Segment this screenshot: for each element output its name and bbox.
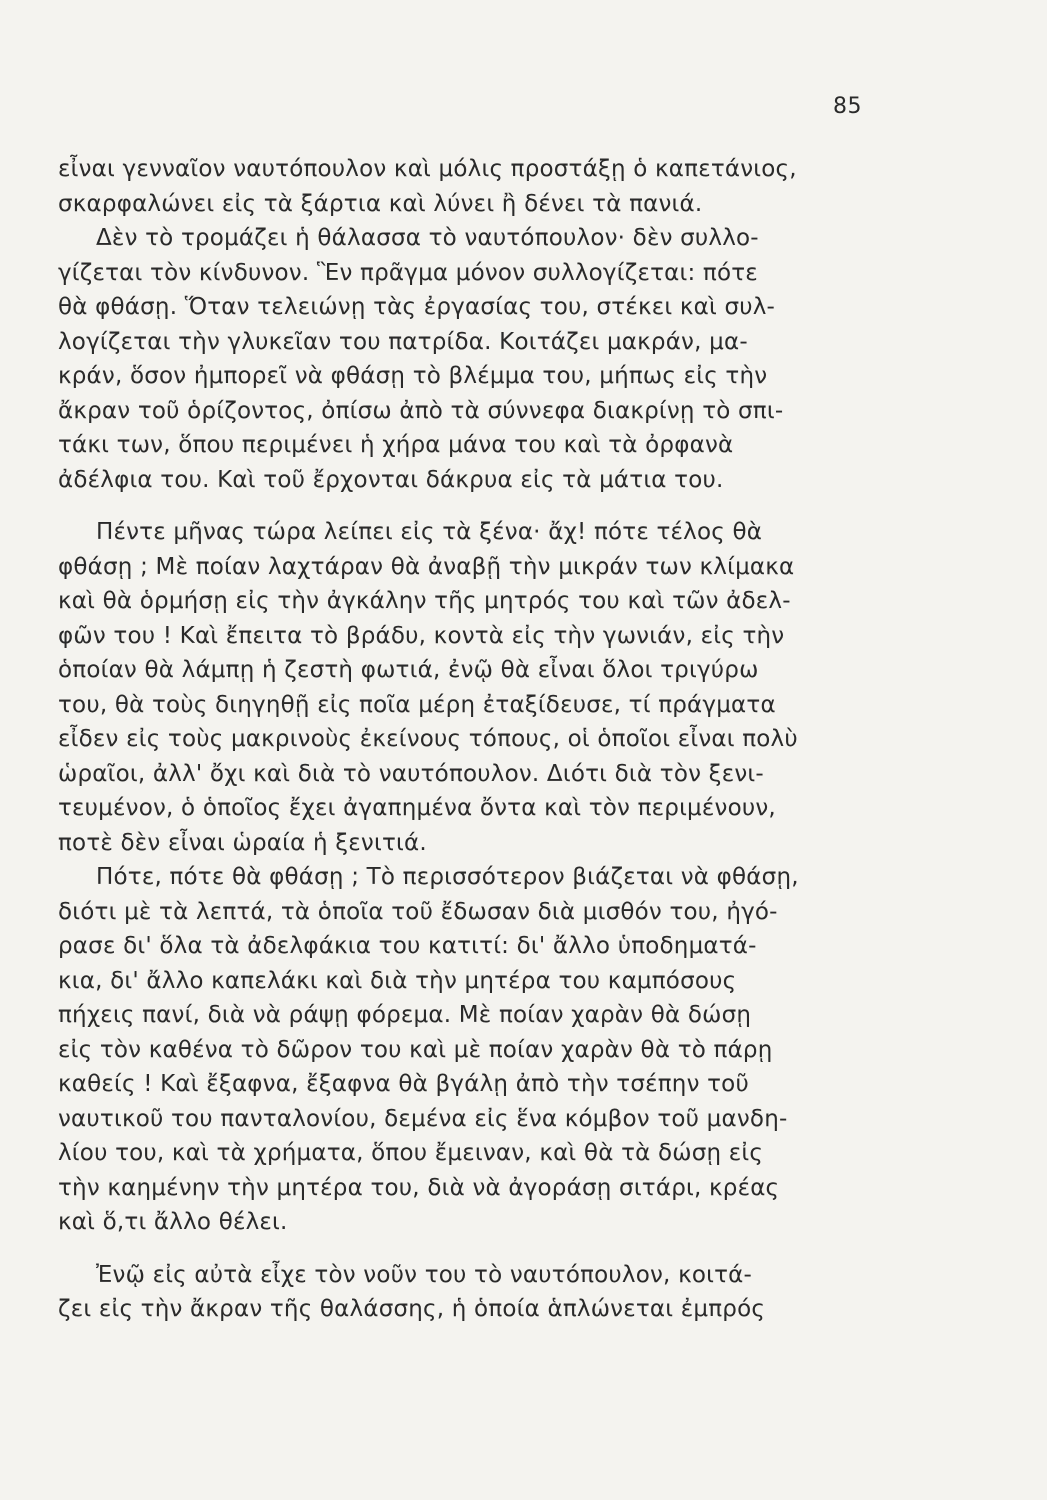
text-line: ὁποίαν θὰ λάμπῃ ἡ ζεστὴ φωτιά, ἐνῷ θὰ εἶναι ὅλοι τριγύρω	[58, 657, 759, 683]
text-line: ζει εἰς τὴν ἄκραν τῆς θαλάσσης, ἡ ὁποία ἁπλώνεται ἐμπρός	[58, 1296, 766, 1322]
text-line: καθείς ! Καὶ ἔξαφνα, ἔξαφνα θὰ βγάλῃ ἀπὸ τὴν τσέπην τοῦ	[58, 1071, 749, 1097]
text-line: λίου του, καὶ τὰ χρήματα, ὅπου ἔμειναν, καὶ θὰ τὰ δώσῃ εἰς	[58, 1140, 764, 1166]
text-line: Δὲν τὸ τρομάζει ἡ θάλασσα τὸ ναυτόπουλον· δὲν συλλο-	[96, 225, 759, 251]
text-line: ἄκραν τοῦ ὁρίζοντος, ὀπίσω ἀπὸ τὰ σύννεφα διακρίνῃ τὸ σπι-	[58, 397, 784, 424]
text-line: γίζεται τὸν κίνδυνον. Ἓν πρᾶγμα μόνον συλλογίζεται: πότε	[58, 259, 758, 286]
text-line: καὶ ὅ,τι ἄλλο θέλει.	[58, 1209, 288, 1235]
text-line: εἶδεν εἰς τοὺς μακρινοὺς ἐκείνους τόπους, οἱ ὁποῖοι εἶναι πολὺ	[58, 726, 798, 752]
text-line: τευμένον, ὁ ὁποῖος ἔχει ἀγαπημένα ὄντα καὶ τὸν περιμένουν,	[58, 795, 776, 821]
text-line: κράν, ὅσον ἠμπορεῖ νὰ φθάσῃ τὸ βλέμμα του, μήπως εἰς τὴν	[58, 363, 768, 389]
text-line: του, θὰ τοὺς διηγηθῇ εἰς ποῖα μέρη ἐταξίδευσε, τί πράγματα	[58, 691, 776, 718]
text-line: τάκι των, ὅπου περιμένει ἡ χήρα μάνα του καὶ τὰ ὀρφανὰ	[58, 432, 734, 458]
text-line: εἶναι γενναῖον ναυτόπουλον καὶ μόλις προστάξῃ ὁ καπετάνιος,	[58, 156, 797, 182]
page-number: 85	[833, 94, 862, 119]
text-line: Ἐνῷ εἰς αὐτὰ εἶχε τὸν νοῦν του τὸ ναυτόπουλον, κοιτά-	[96, 1261, 752, 1288]
text-line: τὴν καημένην τὴν μητέρα του, διὰ νὰ ἀγοράσῃ σιτάρι, κρέας	[58, 1174, 780, 1201]
text-line: φθάσῃ ; Μὲ ποίαν λαχτάραν θὰ ἀναβῇ τὴν μικράν των κλίμακα	[58, 553, 795, 580]
text-line: καὶ θὰ ὁρμήσῃ εἰς τὴν ἀγκάλην τῆς μητρός του καὶ τῶν ἀδελ-	[58, 588, 791, 614]
paragraph-gap	[58, 497, 876, 515]
body-text	[58, 152, 876, 1327]
text-line: σκαρφαλώνει εἰς τὰ ξάρτια καὶ λύνει ἢ δένει τὰ πανιά.	[58, 190, 703, 217]
text-line: λογίζεται τὴν γλυκεῖαν του πατρίδα. Κοιτάζει μακράν, μα-	[58, 328, 748, 355]
text-line: φῶν του ! Καὶ ἔπειτα τὸ βράδυ, κοντὰ εἰς τὴν γωνιάν, εἰς τὴν	[58, 622, 785, 649]
text-line: ποτὲ δὲν εἶναι ὡραία ἡ ξενιτιά.	[58, 829, 427, 856]
text-line: ὡραῖοι, ἀλλ' ὄχι καὶ διὰ τὸ ναυτόπουλον. Διότι διὰ τὸν ξενι-	[58, 760, 764, 787]
text-line: εἰς τὸν καθένα τὸ δῶρον του καὶ μὲ ποίαν χαρὰν θὰ τὸ πάρῃ	[58, 1036, 773, 1063]
text-line: Πέντε μῆνας τώρα λείπει εἰς τὰ ξένα· ἄχ! πότε τέλος θὰ	[96, 519, 763, 545]
text-line: πήχεις πανί, διὰ νὰ ράψῃ φόρεμα. Μὲ ποίαν χαρὰν θὰ δώσῃ	[58, 1002, 752, 1028]
paragraph-gap	[58, 1240, 876, 1258]
text-line: ἀδέλφια του. Καὶ τοῦ ἔρχονται δάκρυα εἰς τὰ μάτια του.	[58, 466, 724, 493]
text-line: θὰ φθάσῃ. Ὅταν τελειώνῃ τὰς ἐργασίας του, στέκει καὶ συλ-	[58, 294, 776, 320]
text-line: κια, δι' ἄλλο καπελάκι καὶ διὰ τὴν μητέρα του καμπόσους	[58, 967, 737, 994]
text-line: ναυτικοῦ του πανταλονίου, δεμένα εἰς ἕνα κόμβον τοῦ μανδη-	[58, 1105, 788, 1132]
text-line: διότι μὲ τὰ λεπτά, τὰ ὁποῖα τοῦ ἔδωσαν διὰ μισθόν του, ἠγό-	[58, 898, 778, 925]
text-line: Πότε, πότε θὰ φθάσῃ ; Τὸ περισσότερον βιάζεται νὰ φθάσῃ,	[96, 864, 799, 890]
text-line: ρασε δι' ὅλα τὰ ἀδελφάκια του κατιτί: δι' ἄλλο ὑποδηματά-	[58, 933, 757, 959]
